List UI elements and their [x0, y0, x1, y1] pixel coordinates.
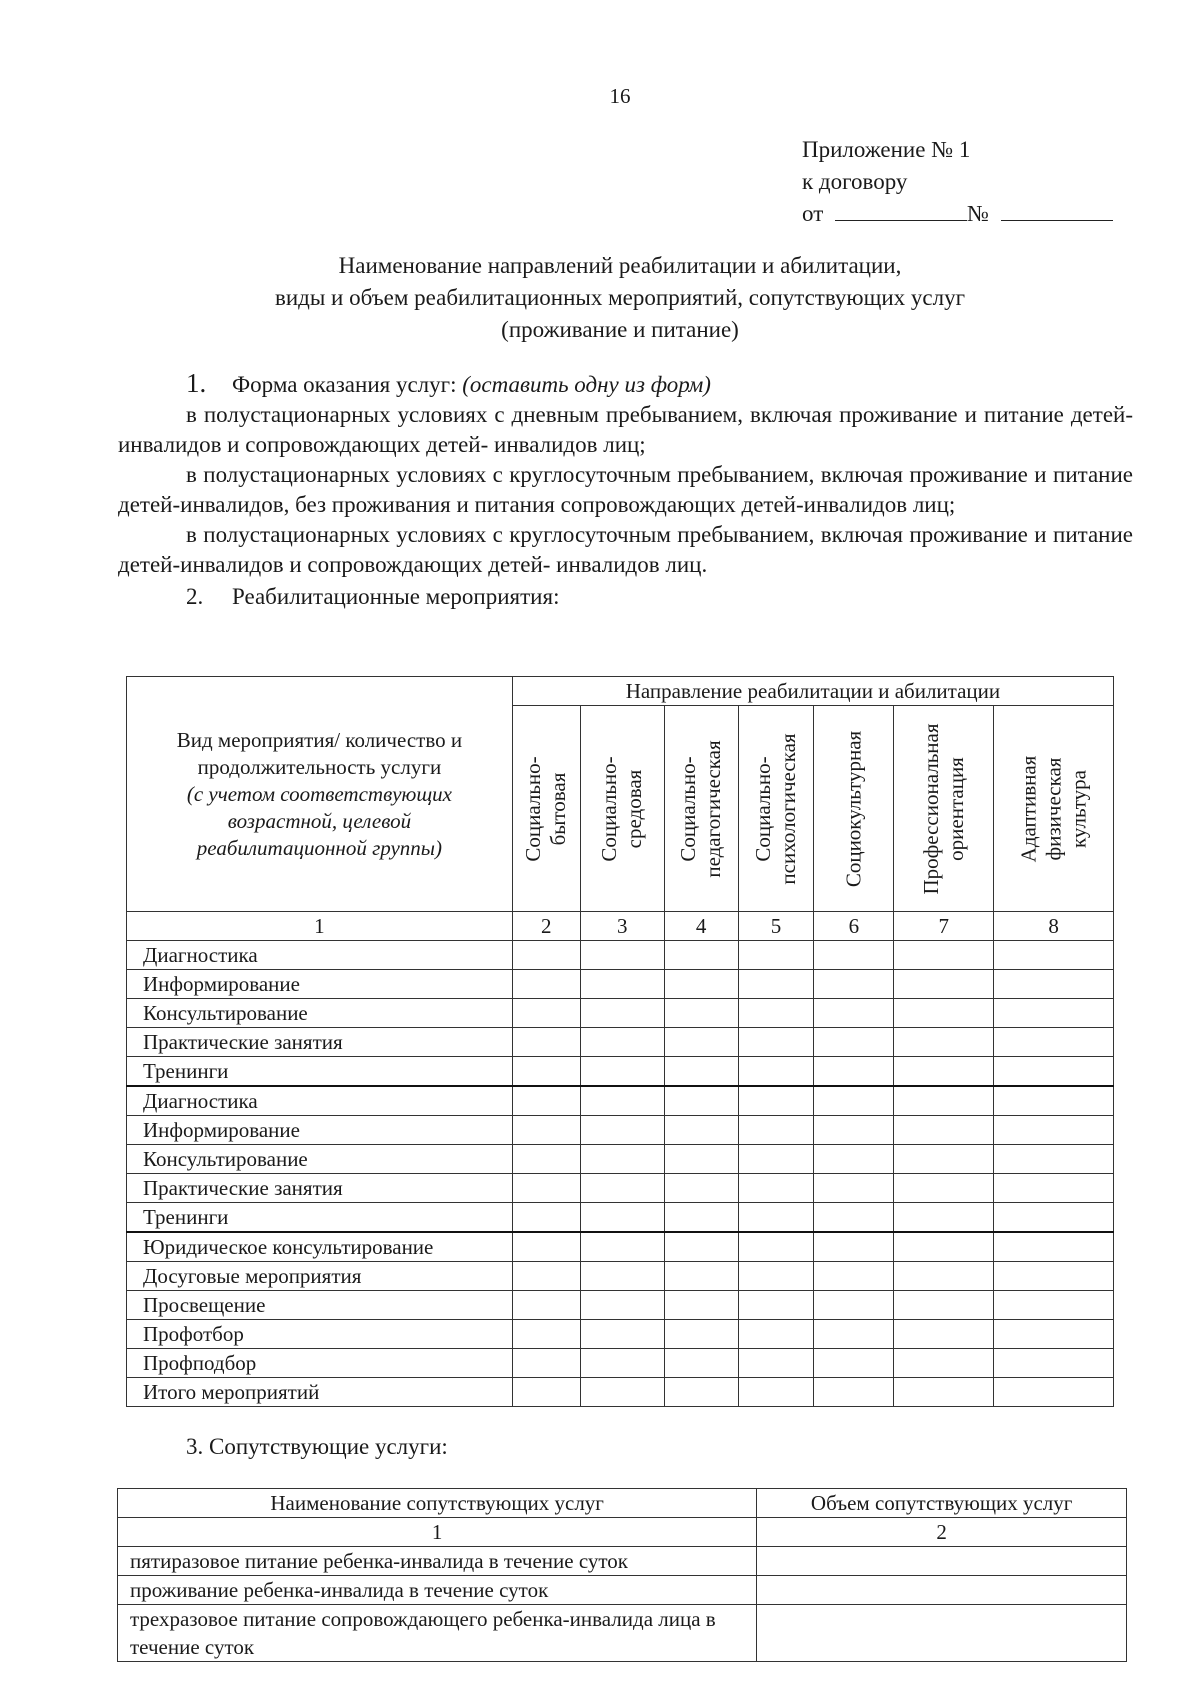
activity-label: Практические занятия	[127, 1174, 513, 1203]
column-number: 1	[118, 1518, 757, 1547]
activity-volume-cell[interactable]	[814, 1145, 894, 1174]
activity-volume-cell[interactable]	[994, 1086, 1114, 1116]
activity-label: Практические занятия	[127, 1028, 513, 1057]
activity-volume-cell[interactable]	[994, 999, 1114, 1028]
table-row	[127, 1203, 1114, 1233]
activity-volume-cell[interactable]	[580, 1378, 664, 1407]
activity-volume-cell[interactable]	[894, 1145, 994, 1174]
activity-volume-cell[interactable]	[814, 1262, 894, 1291]
activity-volume-cell[interactable]	[664, 1028, 738, 1057]
activity-volume-cell[interactable]	[994, 1174, 1114, 1203]
service-row	[118, 1605, 1127, 1662]
service-row	[118, 1547, 1127, 1576]
activity-volume-cell[interactable]	[512, 970, 580, 999]
section-3-heading: 3. Сопутствующие услуги:	[186, 1434, 448, 1459]
activity-volume-cell[interactable]	[894, 1086, 994, 1116]
table-row	[127, 999, 1114, 1028]
rehabilitation-activities-table	[126, 676, 1114, 1407]
col-header-social-household: Социально- бытовая	[512, 706, 580, 912]
section-2-heading	[118, 582, 1133, 612]
activity-volume-cell[interactable]	[512, 1028, 580, 1057]
activity-volume-cell[interactable]	[512, 999, 580, 1028]
activity-volume-cell[interactable]	[580, 1028, 664, 1057]
activity-volume-cell[interactable]	[512, 1378, 580, 1407]
activity-volume-cell[interactable]	[814, 1291, 894, 1320]
activity-volume-cell[interactable]	[738, 970, 814, 999]
activity-volume-cell[interactable]	[512, 1320, 580, 1349]
activity-volume-cell[interactable]	[664, 1320, 738, 1349]
activity-volume-cell[interactable]	[512, 1116, 580, 1145]
activity-volume-cell[interactable]	[738, 1320, 814, 1349]
title-line-3: (проживание и питание)	[501, 317, 739, 342]
activity-volume-cell[interactable]	[814, 1378, 894, 1407]
activity-label: Информирование	[127, 970, 513, 999]
activity-volume-cell[interactable]	[664, 1232, 738, 1262]
activity-volume-cell[interactable]	[580, 1086, 664, 1116]
activity-volume-cell[interactable]	[814, 999, 894, 1028]
activity-label: Диагностика	[127, 1086, 513, 1116]
col-header-adaptive-physical-culture: Адаптивная физическая культура	[994, 706, 1114, 912]
date-blank	[835, 198, 967, 221]
table-row	[127, 941, 1114, 970]
activity-volume-cell[interactable]	[738, 1291, 814, 1320]
section-1-heading	[118, 368, 1133, 400]
section-1-title: Форма оказания услуг:	[232, 372, 457, 397]
activity-volume-cell[interactable]	[894, 1174, 994, 1203]
table-row	[127, 1320, 1114, 1349]
activity-label: Профподбор	[127, 1349, 513, 1378]
services-volume-header: Объем сопутствующих услуг	[757, 1489, 1127, 1518]
activity-volume-cell[interactable]	[512, 941, 580, 970]
activity-volume-cell[interactable]	[738, 1028, 814, 1057]
service-volume-cell[interactable]	[757, 1576, 1127, 1605]
from-label: от	[802, 201, 824, 226]
activity-volume-cell[interactable]	[894, 1320, 994, 1349]
table-row	[127, 1057, 1114, 1087]
activity-label: Консультирование	[127, 1145, 513, 1174]
service-name: пятиразовое питание ребенка-инвалида в течение суток	[118, 1547, 757, 1576]
activity-volume-cell[interactable]	[814, 941, 894, 970]
activity-volume-cell[interactable]	[580, 999, 664, 1028]
activity-volume-cell[interactable]	[738, 941, 814, 970]
service-form-option-3: в полустационарных условиях с круглосуточным пребыванием, включая проживание и питание детей-инвалидов и сопровождающих детей- инвалидов лиц.	[118, 522, 1133, 577]
activity-volume-cell[interactable]	[994, 1232, 1114, 1262]
activity-volume-cell[interactable]	[814, 1320, 894, 1349]
column-number: 5	[738, 912, 814, 941]
activity-volume-cell[interactable]	[738, 1262, 814, 1291]
activity-volume-cell[interactable]	[994, 1116, 1114, 1145]
activity-volume-cell[interactable]	[580, 1057, 664, 1087]
document-title	[120, 250, 1120, 346]
activity-volume-cell[interactable]	[664, 1145, 738, 1174]
activity-volume-cell[interactable]	[580, 1174, 664, 1203]
activity-volume-cell[interactable]	[512, 1291, 580, 1320]
activity-volume-cell[interactable]	[664, 941, 738, 970]
activity-rows	[127, 941, 1114, 1407]
section-2-number: 2.	[186, 584, 204, 609]
activity-volume-cell[interactable]	[580, 941, 664, 970]
activity-volume-cell[interactable]	[994, 1320, 1114, 1349]
column-number: 8	[994, 912, 1114, 941]
col-header-social-pedagogical: Социально- педагогическая	[664, 706, 738, 912]
activity-volume-cell[interactable]	[894, 970, 994, 999]
activity-volume-cell[interactable]	[814, 1174, 894, 1203]
activity-volume-cell[interactable]	[894, 1203, 994, 1233]
appendix-header	[802, 134, 1113, 230]
table-row	[127, 1378, 1114, 1407]
col-header-vocational-orientation: Профессиональная ориентация	[894, 706, 994, 912]
activity-label: Информирование	[127, 1116, 513, 1145]
activity-label: Профотбор	[127, 1320, 513, 1349]
activity-volume-cell[interactable]	[664, 1086, 738, 1116]
activity-volume-cell[interactable]	[894, 1349, 994, 1378]
activity-volume-cell[interactable]	[994, 1349, 1114, 1378]
table-row	[127, 1232, 1114, 1262]
activity-volume-cell[interactable]	[814, 1086, 894, 1116]
activity-volume-cell[interactable]	[894, 1262, 994, 1291]
activity-volume-cell[interactable]	[994, 941, 1114, 970]
service-volume-cell[interactable]	[757, 1547, 1127, 1576]
table-row	[127, 1028, 1114, 1057]
activity-volume-cell[interactable]	[994, 1203, 1114, 1233]
activity-volume-cell[interactable]	[664, 1057, 738, 1087]
activity-volume-cell[interactable]	[738, 999, 814, 1028]
activity-volume-cell[interactable]	[894, 1028, 994, 1057]
activity-volume-cell[interactable]	[738, 1086, 814, 1116]
activity-volume-cell[interactable]	[814, 1028, 894, 1057]
activity-volume-cell[interactable]	[664, 1174, 738, 1203]
column-number: 1	[127, 912, 513, 941]
services-name-header: Наименование сопутствующих услуг	[118, 1489, 757, 1518]
appendix-title: Приложение № 1	[802, 137, 971, 162]
rehab-direction-header: Направление реабилитации и абилитации	[512, 677, 1113, 706]
activity-volume-cell[interactable]	[994, 970, 1114, 999]
activity-volume-cell[interactable]	[580, 1232, 664, 1262]
activity-volume-cell[interactable]	[738, 1378, 814, 1407]
activity-label: Тренинги	[127, 1057, 513, 1087]
activity-volume-cell[interactable]	[580, 1116, 664, 1145]
activity-volume-cell[interactable]	[664, 999, 738, 1028]
activity-volume-cell[interactable]	[580, 1262, 664, 1291]
activity-volume-cell[interactable]	[664, 1203, 738, 1233]
activity-volume-cell[interactable]	[738, 1145, 814, 1174]
activity-volume-cell[interactable]	[738, 1174, 814, 1203]
activity-volume-cell[interactable]	[814, 1057, 894, 1087]
activity-volume-cell[interactable]	[894, 941, 994, 970]
activity-volume-cell[interactable]	[512, 1174, 580, 1203]
column-number: 7	[894, 912, 994, 941]
number-blank	[1001, 198, 1113, 221]
activity-volume-cell[interactable]	[994, 1291, 1114, 1320]
activity-label: Консультирование	[127, 999, 513, 1028]
body-text	[118, 368, 1133, 612]
activity-volume-cell[interactable]	[994, 1145, 1114, 1174]
table-row	[127, 1086, 1114, 1116]
activity-volume-cell[interactable]	[994, 1057, 1114, 1087]
table-row	[127, 1145, 1114, 1174]
activity-volume-cell[interactable]	[738, 1232, 814, 1262]
activity-volume-cell[interactable]	[664, 1291, 738, 1320]
activity-volume-cell[interactable]	[512, 1057, 580, 1087]
activity-volume-cell[interactable]	[664, 1378, 738, 1407]
column-number: 2	[757, 1518, 1127, 1547]
column-number: 2	[512, 912, 580, 941]
activity-volume-cell[interactable]	[894, 1378, 994, 1407]
activity-volume-cell[interactable]	[814, 1349, 894, 1378]
activity-volume-cell[interactable]	[580, 1291, 664, 1320]
activity-volume-cell[interactable]	[738, 1349, 814, 1378]
table-row	[127, 1349, 1114, 1378]
activity-label: Тренинги	[127, 1203, 513, 1233]
activity-volume-cell[interactable]	[512, 1086, 580, 1116]
activity-volume-cell[interactable]	[512, 1349, 580, 1378]
activity-label: Диагностика	[127, 941, 513, 970]
activity-volume-cell[interactable]	[664, 1349, 738, 1378]
activity-volume-cell[interactable]	[512, 1232, 580, 1262]
service-form-option-1: в полустационарных условиях с дневным пребыванием, включая проживание и питание детей-инвалидов и сопровождающих детей- инвалидов лиц;	[118, 402, 1133, 457]
title-line-2: виды и объем реабилитационных мероприятий, сопутствующих услуг	[274, 285, 966, 310]
table-row	[127, 1174, 1114, 1203]
section-1-note: (оставить одну из форм)	[462, 372, 711, 397]
column-number: 4	[664, 912, 738, 941]
activity-volume-cell[interactable]	[894, 1116, 994, 1145]
activity-volume-cell[interactable]	[994, 1262, 1114, 1291]
activity-volume-cell[interactable]	[894, 1291, 994, 1320]
col-header-social-psychological: Социально- психологическая	[738, 706, 814, 912]
activity-volume-cell[interactable]	[814, 970, 894, 999]
table-row	[127, 1116, 1114, 1145]
activity-volume-cell[interactable]	[580, 1145, 664, 1174]
activity-volume-cell[interactable]	[894, 999, 994, 1028]
activity-volume-cell[interactable]	[738, 1116, 814, 1145]
column-numbers-row	[127, 912, 1114, 941]
service-row	[118, 1576, 1127, 1605]
col-header-social-environmental: Социально- средовая	[580, 706, 664, 912]
activity-label: Итого мероприятий	[127, 1378, 513, 1407]
activity-volume-cell[interactable]	[738, 1203, 814, 1233]
activity-volume-cell[interactable]	[814, 1116, 894, 1145]
service-volume-cell[interactable]	[757, 1605, 1127, 1662]
activity-volume-cell[interactable]	[580, 1320, 664, 1349]
title-line-1: Наименование направлений реабилитации и абилитации,	[338, 253, 902, 278]
activity-volume-cell[interactable]	[664, 970, 738, 999]
activity-label: Досуговые мероприятия	[127, 1262, 513, 1291]
activity-type-header: Вид мероприятия/ количество и продолжительность услуги (с учетом соответствующих возрастной, целевой реабилитационной группы)	[127, 677, 513, 912]
activity-label: Просвещение	[127, 1291, 513, 1320]
table-row	[127, 970, 1114, 999]
table-row	[127, 1291, 1114, 1320]
section-1-number: 1.	[186, 368, 207, 398]
activity-volume-cell[interactable]	[580, 1349, 664, 1378]
activity-volume-cell[interactable]	[512, 1262, 580, 1291]
accompanying-services-table	[117, 1488, 1127, 1662]
service-name: трехразовое питание сопровождающего ребенка-инвалида лица в течение суток	[118, 1605, 757, 1662]
section-2-title: Реабилитационные мероприятия:	[232, 584, 560, 609]
activity-volume-cell[interactable]	[994, 1378, 1114, 1407]
activity-volume-cell[interactable]	[738, 1057, 814, 1087]
activity-volume-cell[interactable]	[580, 970, 664, 999]
activity-volume-cell[interactable]	[894, 1232, 994, 1262]
appendix-contract-ref: к договору	[802, 169, 908, 194]
table-row	[127, 1262, 1114, 1291]
activity-volume-cell[interactable]	[580, 1203, 664, 1233]
activity-volume-cell[interactable]	[512, 1203, 580, 1233]
activity-label: Юридическое консультирование	[127, 1232, 513, 1262]
activity-volume-cell[interactable]	[994, 1028, 1114, 1057]
number-label: №	[967, 201, 989, 226]
col-header-sociocultural: Социокультурная	[814, 706, 894, 912]
activity-volume-cell[interactable]	[664, 1116, 738, 1145]
activity-volume-cell[interactable]	[512, 1145, 580, 1174]
page-number: 16	[609, 84, 631, 108]
activity-volume-cell[interactable]	[814, 1203, 894, 1233]
activity-volume-cell[interactable]	[664, 1262, 738, 1291]
activity-volume-cell[interactable]	[814, 1232, 894, 1262]
activity-volume-cell[interactable]	[894, 1057, 994, 1087]
column-number: 6	[814, 912, 894, 941]
service-name: проживание ребенка-инвалида в течение суток	[118, 1576, 757, 1605]
column-number: 3	[580, 912, 664, 941]
appendix-date-number-line	[802, 198, 1113, 230]
service-form-option-2: в полустационарных условиях с круглосуточным пребыванием, включая проживание и питание детей-инвалидов, без проживания и питания сопровождающих детей-инвалидов лиц;	[118, 462, 1133, 517]
